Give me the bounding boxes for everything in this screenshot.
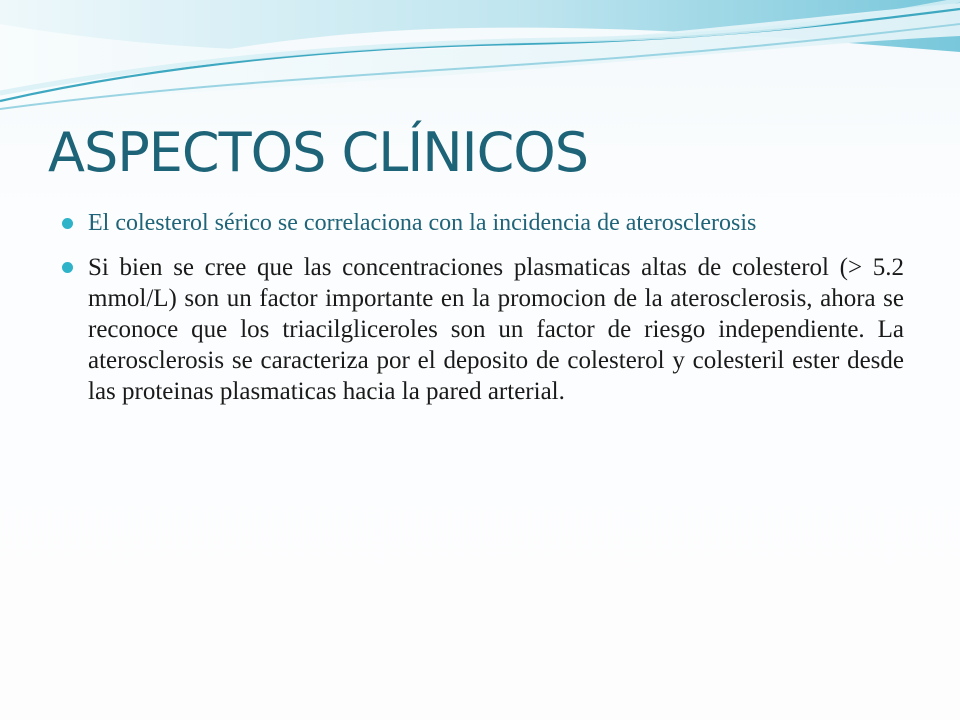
bullet-item-serum-cholesterol <box>52 208 904 238</box>
decorative-wave-header <box>0 0 960 120</box>
bullet-dot-icon <box>62 218 73 229</box>
bullet-item-atherosclerosis-detail <box>52 252 904 407</box>
bullet-text: El colesterol sérico se correlaciona con la incidencia de aterosclerosis <box>88 210 757 236</box>
slide-title: ASPECTOS CLÍNICOS <box>48 121 589 184</box>
bullet-text: Si bien se cree que las concentraciones plasmaticas altas de colesterol (> 5.2 mmol/L) son un factor importante en la promocion de la aterosclerosis, ahora se reconoce que los triacilgliceroles son un factor de riesgo independiente. La aterosclerosis se caracteriza por el deposito de colesterol y colesteril ester desde las proteinas plasmaticas hacia la pared arterial. <box>88 254 904 405</box>
bullet-dot-icon <box>62 262 73 273</box>
bullet-list <box>52 208 904 421</box>
